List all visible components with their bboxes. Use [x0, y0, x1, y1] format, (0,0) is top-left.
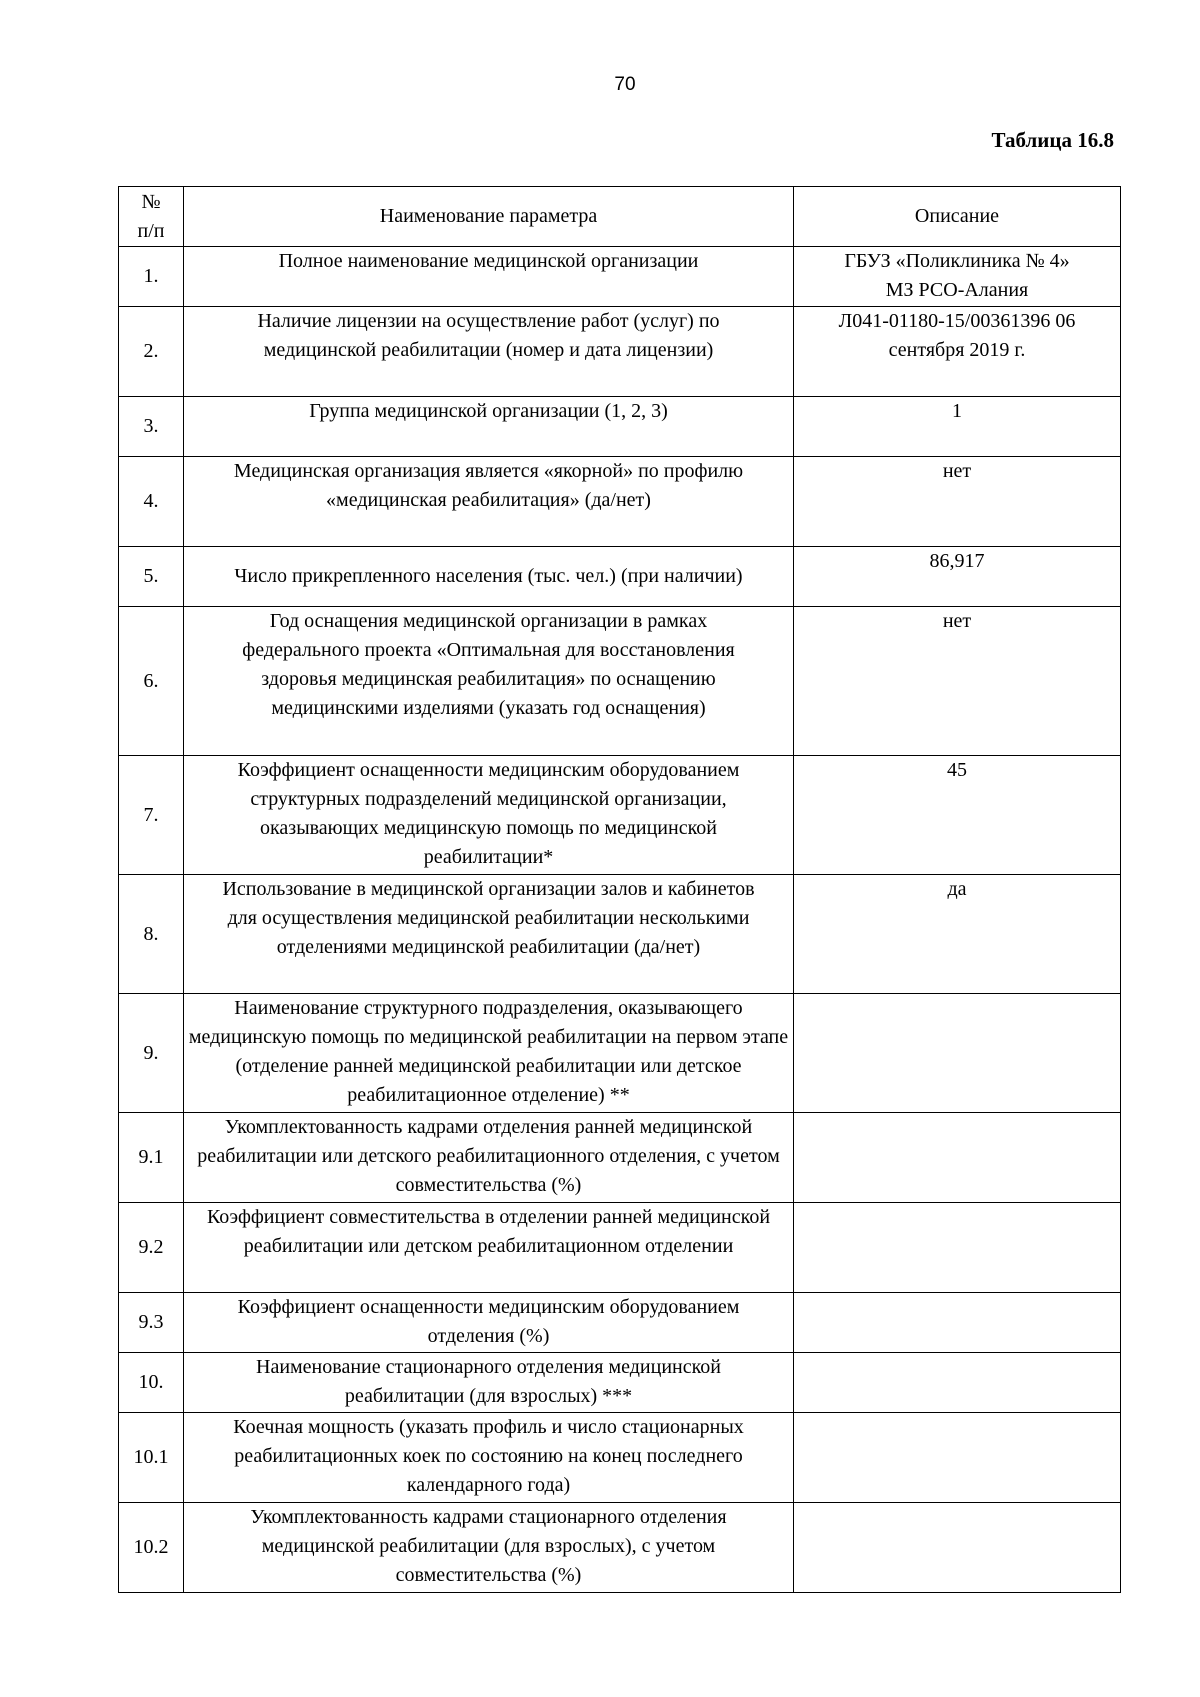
- row-param: Коэффициент оснащенности медицинским оборудованием отделения (%): [184, 1293, 794, 1353]
- row-num: 4.: [119, 457, 184, 547]
- row-num: 1.: [119, 247, 184, 307]
- table-row: [119, 1503, 1121, 1593]
- row-desc: [794, 1293, 1121, 1353]
- table-row: [119, 1203, 1121, 1293]
- row-num: 8.: [119, 875, 184, 994]
- row-param: Группа медицинской организации (1, 2, 3): [184, 397, 794, 457]
- header-param: Наименование параметра: [184, 187, 794, 247]
- row-desc: да: [794, 875, 1121, 994]
- page-number: 70: [614, 74, 636, 95]
- row-desc: [794, 1353, 1121, 1413]
- table-row: [119, 307, 1121, 397]
- row-num: 10.: [119, 1353, 184, 1413]
- row-desc: нет: [794, 607, 1121, 756]
- row-param: Коечная мощность (указать профиль и число стационарных реабилитационных коек по состоянию на конец последнего календарного года): [184, 1413, 794, 1503]
- table-row: [119, 397, 1121, 457]
- row-param: Наименование структурного подразделения, оказывающего медицинскую помощь по медицинской реабилитации на первом этапе (отделение ранней медицинской реабилитации или детское реабилитационное отделение) **: [184, 994, 794, 1113]
- row-num: 5.: [119, 547, 184, 607]
- table-row: [119, 994, 1121, 1113]
- row-num: 9.2: [119, 1203, 184, 1293]
- row-param: Укомплектованность кадрами отделения ранней медицинской реабилитации или детского реабилитационного отделения, с учетом совместительства (%): [184, 1113, 794, 1203]
- row-desc: [794, 1413, 1121, 1503]
- row-num: 9.3: [119, 1293, 184, 1353]
- table-row: [119, 1413, 1121, 1503]
- row-num: 3.: [119, 397, 184, 457]
- table-row: [119, 457, 1121, 547]
- table-row: [119, 875, 1121, 994]
- row-num: 9.: [119, 994, 184, 1113]
- header-desc: Описание: [794, 187, 1121, 247]
- row-num: 9.1: [119, 1113, 184, 1203]
- row-desc: [794, 1113, 1121, 1203]
- table-row: [119, 756, 1121, 875]
- row-num: 10.2: [119, 1503, 184, 1593]
- row-num: 10.1: [119, 1413, 184, 1503]
- table-row: [119, 1353, 1121, 1413]
- table-row: [119, 247, 1121, 307]
- row-param: Наличие лицензии на осуществление работ (услуг) по медицинской реабилитации (номер и дата лицензии): [184, 307, 794, 397]
- table-caption: Таблица 16.8: [991, 128, 1114, 152]
- row-desc: [794, 1503, 1121, 1593]
- row-desc: 45: [794, 756, 1121, 875]
- row-param: Год оснащения медицинской организации в рамках федерального проекта «Оптимальная для восстановления здоровья медицинская реабилитация» по оснащению медицинскими изделиями (указать год оснащения): [184, 607, 794, 756]
- row-num: 2.: [119, 307, 184, 397]
- header-num: № п/п: [119, 187, 184, 247]
- table-row: [119, 1113, 1121, 1203]
- table-row: [119, 1293, 1121, 1353]
- row-param: Число прикрепленного населения (тыс. чел.) (при наличии): [184, 547, 794, 607]
- row-desc: [794, 994, 1121, 1113]
- row-desc: нет: [794, 457, 1121, 547]
- row-desc: ГБУЗ «Поликлиника № 4» МЗ РСО-Алания: [794, 247, 1121, 307]
- row-num: 6.: [119, 607, 184, 756]
- table-row: [119, 547, 1121, 607]
- row-desc: 1: [794, 397, 1121, 457]
- row-param: Полное наименование медицинской организации: [184, 247, 794, 307]
- row-desc: 86,917: [794, 547, 1121, 607]
- row-num: 7.: [119, 756, 184, 875]
- parameters-table: [118, 186, 1121, 1593]
- table-row: [119, 607, 1121, 756]
- row-param: Наименование стационарного отделения медицинской реабилитации (для взрослых) ***: [184, 1353, 794, 1413]
- row-param: Укомплектованность кадрами стационарного отделения медицинской реабилитации (для взрослых), с учетом совместительства (%): [184, 1503, 794, 1593]
- row-param: Коэффициент оснащенности медицинским оборудованием структурных подразделений медицинской организации, оказывающих медицинскую помощь по медицинской реабилитации*: [184, 756, 794, 875]
- table-header-row: [119, 187, 1121, 247]
- row-desc: Л041-01180-15/00361396 06 сентября 2019 г.: [794, 307, 1121, 397]
- row-param: Использование в медицинской организации залов и кабинетов для осуществления медицинской реабилитации несколькими отделениями медицинской реабилитации (да/нет): [184, 875, 794, 994]
- row-desc: [794, 1203, 1121, 1293]
- row-param: Коэффициент совместительства в отделении ранней медицинской реабилитации или детском реабилитационном отделении: [184, 1203, 794, 1293]
- row-param: Медицинская организация является «якорной» по профилю «медицинская реабилитация» (да/нет): [184, 457, 794, 547]
